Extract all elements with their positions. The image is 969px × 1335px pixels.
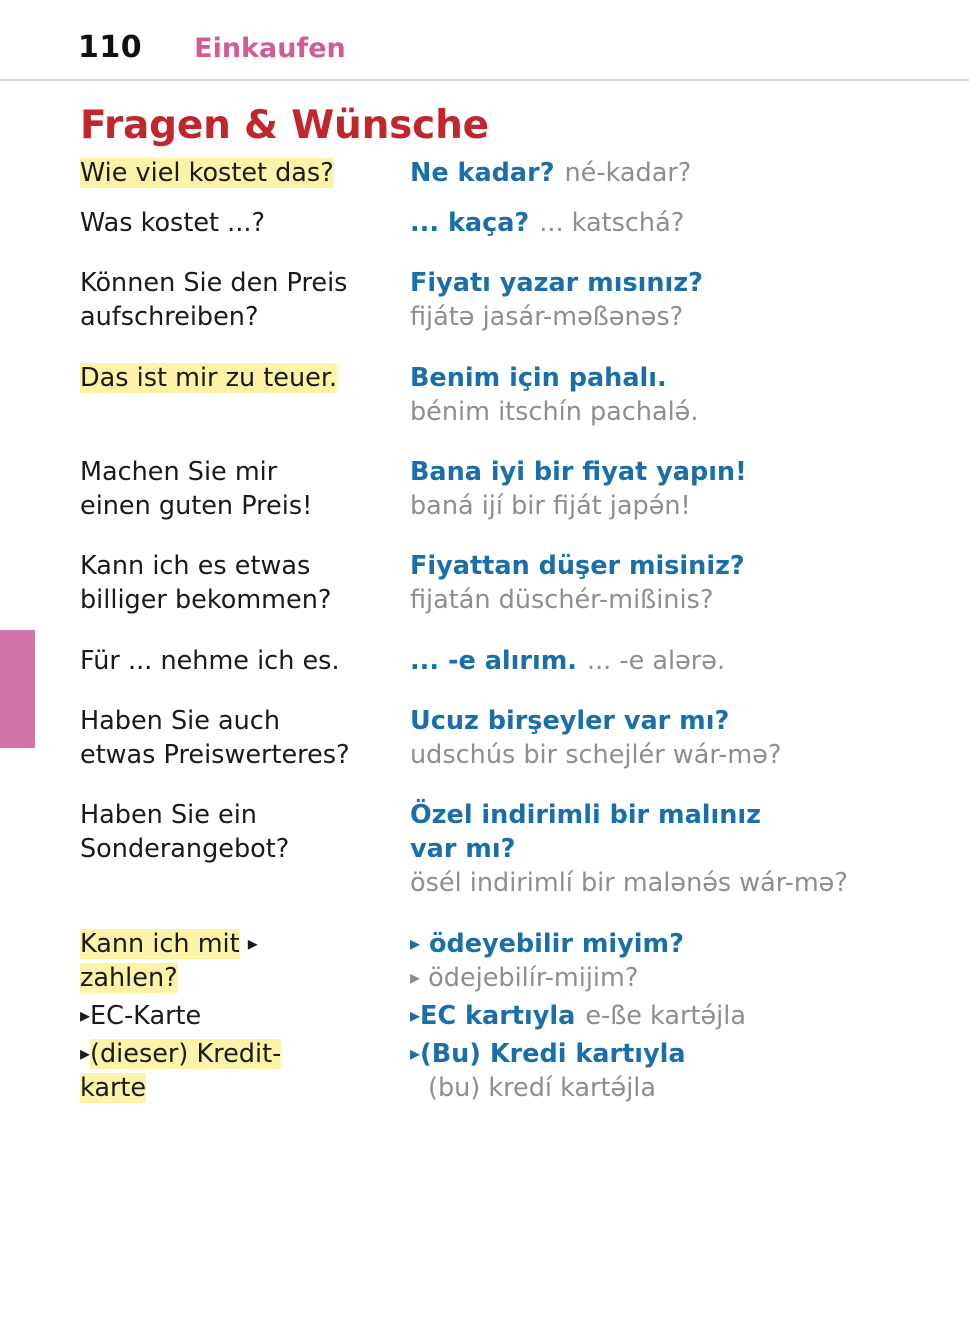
pronunciation-text: bénim itschín pachalə́. — [410, 396, 699, 427]
german-phrase — [80, 361, 410, 395]
payment-option-row — [80, 999, 969, 1033]
german-line: Kann ich mit — [80, 928, 240, 959]
german-line: Haben Sie ein — [80, 800, 257, 831]
pronunciation-text: (bu) kredí kartə́jla — [428, 1073, 657, 1104]
turkish-phrase — [410, 549, 969, 617]
german-phrase — [80, 156, 410, 190]
turkish-text: ... kaça? — [410, 208, 530, 239]
turkish-phrase — [410, 798, 969, 900]
chapter-title: Einkaufen — [194, 33, 346, 64]
german-line: Kann ich es etwas — [80, 551, 311, 582]
turkish-text: ödeyebilir miyim? — [428, 928, 684, 959]
german-line: Haben Sie auch — [80, 705, 280, 736]
german-phrase — [80, 206, 410, 240]
german-phrase — [80, 798, 410, 866]
phrase-list — [0, 156, 969, 1105]
pronunciation-text: baná ijí bir fiját japə́n! — [410, 491, 691, 522]
turkish-phrase — [410, 644, 969, 678]
pronunciation-text: ösél indirimlí bir malənə́s wár-mə? — [410, 868, 848, 899]
payment-head-row — [80, 927, 969, 995]
german-phrase — [80, 927, 410, 995]
turkish-text: Özel indirimli bir malınız — [410, 800, 762, 831]
turkish-text: EC kartıyla — [420, 1000, 576, 1031]
phrase-row — [80, 361, 969, 429]
payment-block — [80, 927, 969, 1106]
pronunciation-text: fijátə jasár-məßənəs? — [410, 302, 684, 333]
pronunciation-text: ... -e alərə. — [586, 645, 726, 676]
german-line: Wie viel kostet das? — [80, 158, 334, 188]
pronunciation-text: ödejebilír-mijim? — [428, 962, 639, 993]
german-line: Für ... nehme ich es. — [80, 645, 340, 676]
turkish-phrase — [410, 156, 969, 190]
phrase-row — [80, 644, 969, 678]
bullet-arrow-icon: ▸ — [410, 1040, 421, 1065]
german-line: karte — [80, 1073, 147, 1104]
turkish-text-cont: var mı? — [410, 834, 516, 865]
pronunciation-text: e-ße kartə́jla — [585, 1000, 746, 1031]
german-line: zahlen? — [80, 962, 178, 993]
german-line: Was kostet ...? — [80, 208, 265, 239]
german-line: aufschreiben? — [80, 302, 259, 333]
turkish-phrase — [410, 266, 969, 334]
bullet-arrow-icon: ▸ — [80, 1002, 91, 1027]
page-number: 110 — [78, 30, 143, 65]
turkish-text: Fiyatı yazar mısınız? — [410, 268, 703, 299]
german-phrase — [80, 455, 410, 523]
german-phrase — [80, 999, 410, 1033]
turkish-text: Benim için pahalı. — [410, 362, 667, 393]
turkish-text: (Bu) Kredi kartıyla — [420, 1038, 686, 1069]
bullet-arrow-icon: ▸ — [410, 930, 421, 955]
pronunciation-text: fijatán düschér-mißinis? — [410, 585, 714, 616]
german-phrase — [80, 704, 410, 772]
german-line: einen guten Preis! — [80, 491, 313, 522]
german-line: Können Sie den Preis — [80, 268, 348, 299]
turkish-phrase — [410, 206, 969, 240]
phrase-row — [80, 206, 969, 240]
turkish-text: Ne kadar? — [410, 158, 555, 188]
turkish-phrase — [410, 927, 969, 995]
bullet-arrow-icon: ▸ — [247, 930, 258, 955]
page-header — [0, 0, 969, 81]
turkish-text: Bana iyi bir fiyat yapın! — [410, 456, 747, 487]
bullet-arrow-icon: ▸ — [410, 1002, 421, 1027]
german-phrase — [80, 1037, 410, 1105]
turkish-text: Fiyattan düşer misiniz? — [410, 551, 745, 582]
phrase-row — [80, 455, 969, 523]
german-line: Sonderangebot? — [80, 834, 290, 865]
pronunciation-text: ... katschá? — [539, 208, 685, 239]
turkish-phrase — [410, 1037, 969, 1105]
german-phrase — [80, 549, 410, 617]
german-line: (dieser) Kredit- — [90, 1038, 282, 1069]
turkish-phrase — [410, 704, 969, 772]
chapter-edge-tab — [0, 630, 35, 748]
turkish-phrase — [410, 999, 969, 1033]
bullet-arrow-icon: ▸ — [410, 964, 421, 989]
bullet-arrow-icon: ▸ — [80, 1040, 91, 1065]
pronunciation-text: udschús bir schejlér wár-mə? — [410, 739, 782, 770]
german-line: EC-Karte — [90, 1000, 202, 1031]
phrase-row — [80, 704, 969, 772]
german-phrase — [80, 644, 410, 678]
phrase-row — [80, 549, 969, 617]
turkish-phrase — [410, 455, 969, 523]
phrase-row — [80, 156, 969, 190]
german-line: etwas Preiswerteres? — [80, 739, 350, 770]
pronunciation-text: né-kadar? — [564, 158, 692, 188]
turkish-phrase — [410, 361, 969, 429]
phrase-row — [80, 266, 969, 334]
german-line: billiger bekommen? — [80, 585, 332, 616]
turkish-text: ... -e alırım. — [410, 645, 577, 676]
section-title: Fragen & Wünsche — [80, 103, 489, 148]
turkish-text: Ucuz birşeyler var mı? — [410, 705, 730, 736]
payment-option-row — [80, 1037, 969, 1105]
german-line: Das ist mir zu teuer. — [80, 362, 338, 393]
german-phrase — [80, 266, 410, 334]
phrase-row — [80, 798, 969, 900]
german-line: Machen Sie mir — [80, 456, 278, 487]
